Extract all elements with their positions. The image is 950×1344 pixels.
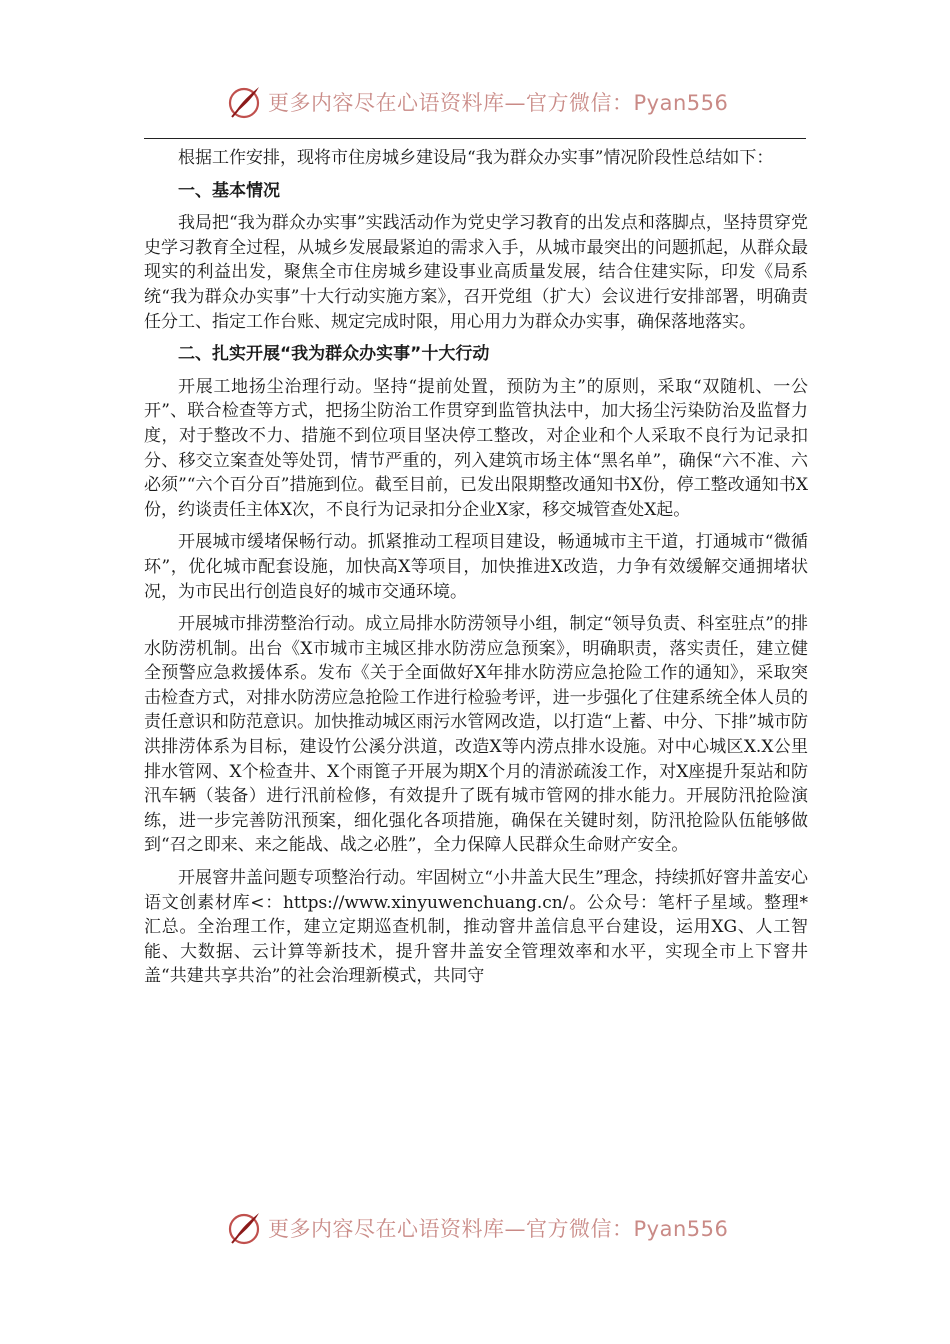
footer-watermark-banner xyxy=(226,1206,728,1250)
quill-logo-icon xyxy=(226,1210,262,1246)
section-1-heading: 一、基本情况 xyxy=(178,180,280,201)
quill-logo-icon xyxy=(226,84,262,120)
header-watermark-banner xyxy=(226,80,728,124)
header-watermark-text: 更多内容尽在心语资料库—官方微信：Pyan556 xyxy=(268,91,729,115)
section-2-heading: 二、扎实开展“我为群众办实事”十大行动 xyxy=(178,344,490,365)
manhole-paragraph: 开展窨井盖问题专项整治行动。牢固树立“小井盖大民生”理念，持续抓好窨井盖安心语文创素材库<：https://www.xinyuwenchuang.cn/。公众号：笔杆子星域。整理*汇总。全治理工作，建立定期巡查机制，推动窨井盖信息平台建设，运用XG、人工智能、大数据、云计算等新技术，提升窨井盖安全管理效率和水平，实现全市上下窨井盖“共建共享共治”的社会治理新模式，共同守 xyxy=(144,868,808,987)
drainage-paragraph: 开展城市排涝整治行动。成立局排水防涝领导小组，制定“领导负责、科室驻点”的排水防涝机制。出台《X市城市主城区排水防涝应急预案》，明确职责，落实责任，建立健全预警应急救援体系。发布《关于全面做好X年排水防涝应急抢险工作的通知》，采取突击检查方式，对排水防涝应急抢险工作进行检验考评，进一步强化了住建系统全体人员的责任意识和防范意识。加快推动城区雨污水管网改造，以打造“上蓄、中分、下排”城市防洪排涝体系为目标，建设竹公溪分洪道，改造X等内涝点排水设施。对中心城区X.X公里排水管网、X个检查井、X个雨篦子开展为期X个月的清淤疏浚工作，对X座提升泵站和防汛车辆（装备）进行汛前检修，有效提升了既有城市管网的排水能力。开展防汛抢险演练，进一步完善防汛预案，细化强化各项措施，确保在关键时刻，防汛抢险队伍能够做到“召之即来、来之能战、战之必胜”，全力保障人民群众生命财产安全。 xyxy=(144,614,808,856)
document-body xyxy=(144,146,808,997)
intro-paragraph: 根据工作安排，现将市住房城乡建设局“我为群众办实事”情况阶段性总结如下： xyxy=(178,148,774,168)
header-divider xyxy=(144,138,806,139)
traffic-paragraph: 开展城市缓堵保畅行动。抓紧推动工程项目建设，畅通城市主干道，打通城市“微循环”，优化城市配套设施，加快高X等项目，加快推进X改造，力争有效缓解交通拥堵状况，为市民出行创造良好的城市交通环境。 xyxy=(144,532,808,602)
section-1-paragraph: 我局把“我为群众办实事”实践活动作为党史学习教育的出发点和落脚点，坚持贯穿党史学习教育全过程，从城乡发展最紧迫的需求入手，从城市最突出的问题抓起，从群众最现实的利益出发，聚焦全市住房城乡建设事业高质量发展，结合住建实际，印发《局系统“我为群众办实事”十大行动实施方案》，召开党组（扩大）会议进行安排部署，明确责任分工、指定工作台账、规定完成时限，用心用力为群众办实事，确保落地落实。 xyxy=(144,213,808,332)
footer-watermark-text: 更多内容尽在心语资料库—官方微信：Pyan556 xyxy=(268,1217,729,1241)
dust-control-paragraph: 开展工地扬尘治理行动。坚持“提前处置，预防为主”的原则，采取“双随机、一公开”、联合检查等方式，把扬尘防治工作贯穿到监管执法中，加大扬尘污染防治及监督力度，对于整改不力、措施不到位项目坚决停工整改，对企业和个人采取不良行为记录扣分、移交立案查处等处罚，情节严重的，列入建筑市场主体“黑名单”，确保“六不准、六必须”“六个百分百”措施到位。截至目前，已发出限期整改通知书X份，停工整改通知书X份，约谈责任主体X次，不良行为记录扣分企业X家，移交城管查处X起。 xyxy=(144,376,808,520)
